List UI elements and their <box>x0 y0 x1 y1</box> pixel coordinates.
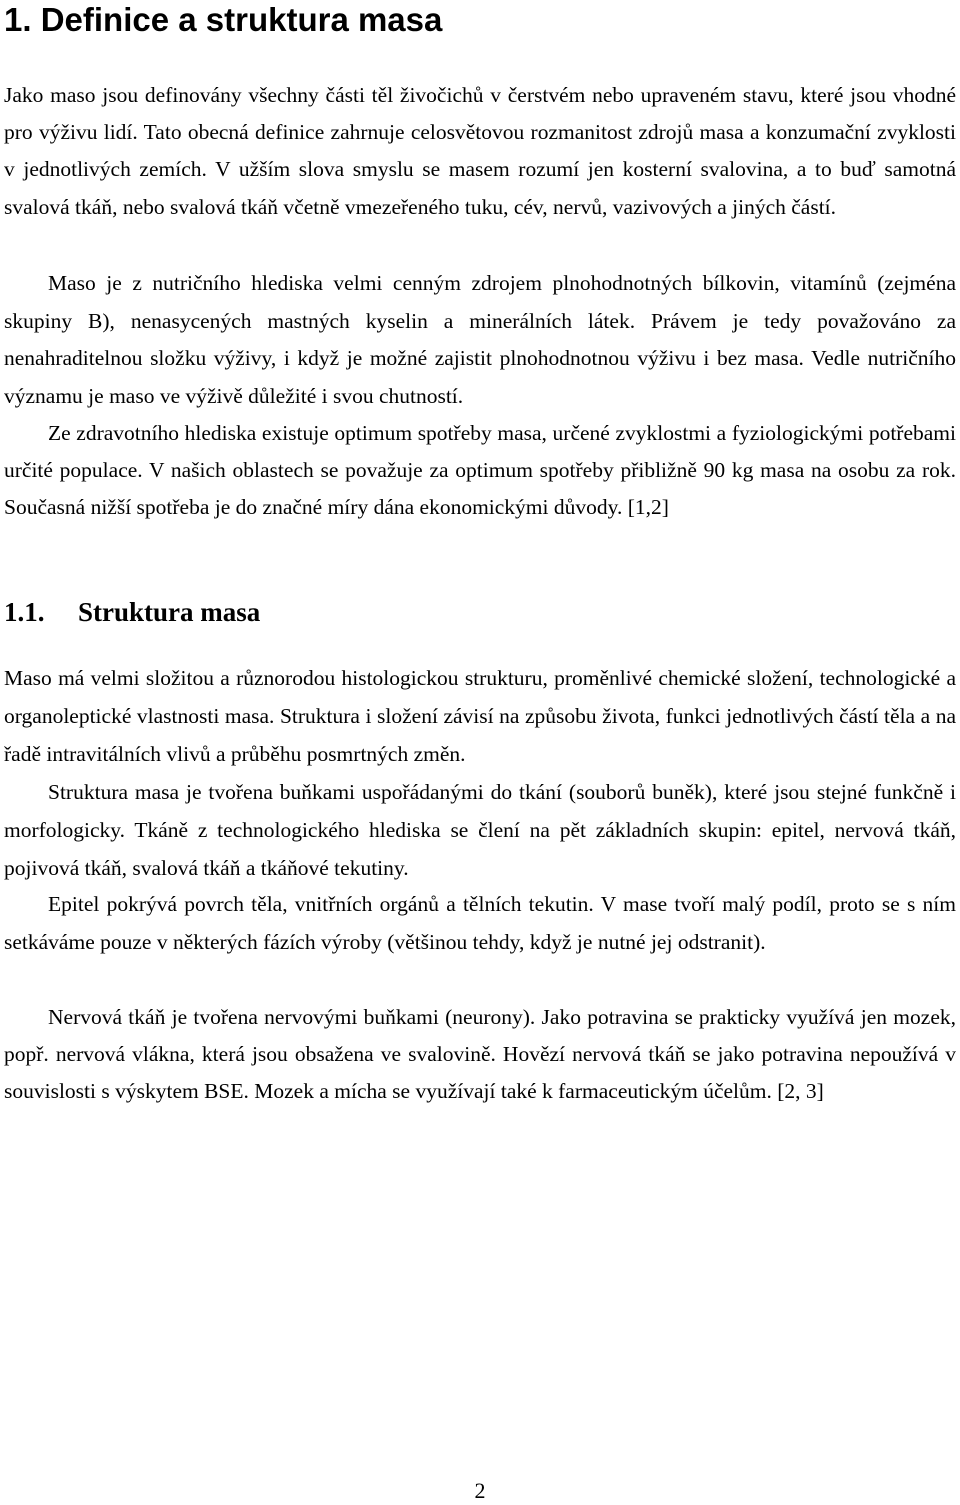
paragraph-epithelium: Epitel pokrývá povrch těla, vnitřních orgánů a tělních tekutin. V mase tvoří malý podíl, proto se s ním setkáváme pouze v některých fázích výroby (většinou tehdy, když je nutné jej odstranit). <box>4 892 956 954</box>
page-number: 2 <box>474 1478 486 1503</box>
section-heading <box>4 592 260 632</box>
document-page <box>4 0 956 1505</box>
paragraph-meat-definition: Jako maso jsou definovány všechny části těl živočichů v čerstvém nebo upraveném stavu, které jsou vhodné pro výživu lidí. Tato obecná definice zahrnuje celosvětovou rozmanitost zdrojů masa a konzumační zvyklosti v jednotlivých zemích. V užším slova smyslu se masem rozumí jen kosterní svalovina, a to buď samotná svalová tkáň, nebo svalová tkáň včetně vmezeřeného tuku, cév, nervů, vazivových a jiných částí. <box>4 83 956 219</box>
section-title: Struktura masa <box>78 597 261 627</box>
paragraph-consumption-optimum: Ze zdravotního hlediska existuje optimum spotřeby masa, určené zvyklostmi a fyziologickými potřebami určité populace. V našich oblastech se považuje za optimum spotřeby přibližně 90 kg masa na osobu za rok. Současná nižší spotřeba je do značné míry dána ekonomickými důvody. [1,2] <box>4 421 956 520</box>
paragraph-tissue-groups: Struktura masa je tvořena buňkami uspořádanými do tkání (souborů buněk), které jsou stejné funkčně i morfologicky. Tkáně z technologického hlediska se člení na pět základních skupin: epitel, nervová tkáň, pojivová tkáň, svalová tkáň a tkáňové tekutiny. <box>4 780 956 881</box>
chapter-title: 1. Definice a struktura masa <box>4 1 443 38</box>
paragraph-structure-intro: Maso má velmi složitou a různorodou histologickou strukturu, proměnlivé chemické složení, technologické a organoleptické vlastnosti masa. Struktura i složení závisí na způsobu života, funkci jednotlivých částí těla a na řadě intravitálních vlivů a průběhu posmrtných změn. <box>4 666 956 767</box>
paragraph-nervous-tissue: Nervová tkáň je tvořena nervovými buňkami (neurony). Jako potravina se prakticky využívá jen mozek, popř. nervová vlákna, která jsou obsažena ve svalovině. Hovězí nervová tkáň se jako potravina nepoužívá v souvislosti s výskytem BSE. Mozek a mícha se využívají také k farmaceutickým účelům. [2, 3] <box>4 1005 956 1104</box>
section-number: 1.1. <box>4 597 45 627</box>
paragraph-nutritional-value: Maso je z nutričního hlediska velmi cenným zdrojem plnohodnotných bílkovin, vitamínů (zejména skupiny B), nenasycených mastných kyselin a minerálních látek. Právem je tedy považováno za nenahraditelnou složku výživy, i když je možné zajistit plnohodnotnou výživu i bez masa. Vedle nutričního významu je maso ve výživě důležité i svou chutností. <box>4 271 956 408</box>
